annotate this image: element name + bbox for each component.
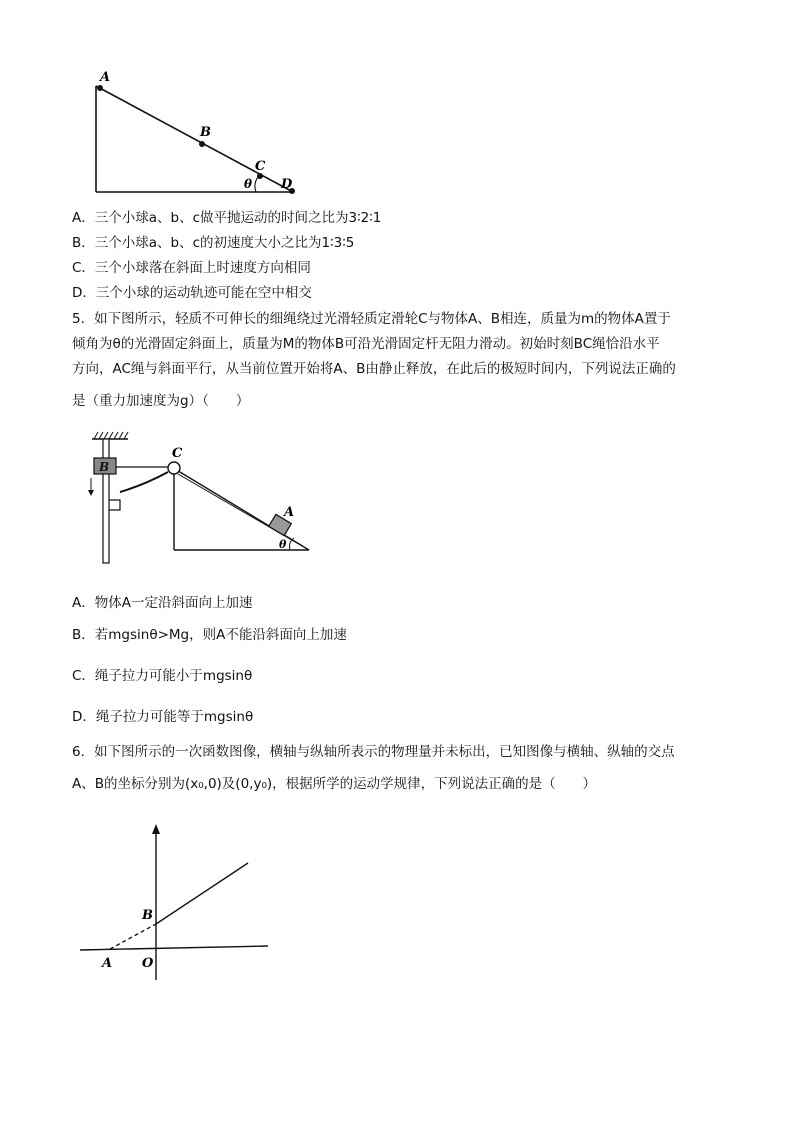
q6-stem-line-2: A、B的坐标分别为(x₀,0)及(0,y₀)，根据所学的运动学规律，下列说法正确的是（ ）	[72, 776, 597, 792]
x-axis	[80, 946, 268, 950]
q4-option-c: C．三个小球落在斜面上时速度方向相同	[72, 260, 311, 276]
q4-option-b: B．三个小球a、b、c的初速度大小之比为1∶3∶5	[72, 235, 355, 251]
function-line	[156, 863, 248, 924]
label-a: A	[284, 505, 295, 520]
label-c: C	[255, 159, 266, 174]
label-a: A	[102, 956, 113, 971]
q5-stem-line-2: 倾角为θ的光滑固定斜面上，质量为M的物体B可沿光滑固定杆无阻力滑动。初始时刻BC绳恰沿水平	[72, 336, 660, 352]
q5-option-d: D．绳子拉力可能等于mgsinθ	[72, 709, 254, 725]
q5-option-b: B．若mgsinθ>Mg，则A不能沿斜面向上加速	[72, 627, 347, 643]
pulley-figure	[84, 430, 324, 565]
point-b	[199, 141, 205, 147]
incline-figure	[88, 64, 308, 200]
label-a: A	[100, 70, 111, 85]
label-theta: θ	[279, 538, 287, 551]
dashed-extension	[110, 924, 156, 949]
q5-option-a: A．物体A一定沿斜面向上加速	[72, 595, 253, 611]
q5-stem-line-1: 5．如下图所示，轻质不可伸长的细绳绕过光滑轻质定滑轮C与物体A、B相连，质量为m的物体A置于	[72, 311, 671, 327]
label-o: O	[142, 956, 154, 971]
q4-option-d: D．三个小球的运动轨迹可能在空中相交	[72, 285, 312, 301]
label-b: B	[142, 908, 153, 923]
q5-stem-line-4: 是（重力加速度为g）（ ）	[72, 393, 250, 409]
point-a	[97, 85, 103, 91]
label-theta: θ	[244, 177, 253, 191]
q5-stem-line-3: 方向，AC绳与斜面平行，从当前位置开始将A、B由静止释放，在此后的极短时间内，下列说法正确的	[72, 361, 676, 377]
linear-graph-figure	[76, 822, 276, 982]
q5-option-c: C．绳子拉力可能小于mgsinθ	[72, 668, 253, 684]
q4-option-a: A．三个小球a、b、c做平抛运动的时间之比为3∶2∶1	[72, 210, 382, 226]
label-d: D	[281, 177, 293, 192]
q6-stem-line-1: 6．如下图所示的一次函数图像，横轴与纵轴所表示的物理量并未标出，已知图像与横轴、纵轴的交点	[72, 744, 675, 760]
label-b: B	[99, 460, 110, 474]
pulley-c	[168, 462, 180, 474]
label-c: C	[172, 446, 183, 461]
label-b: B	[200, 125, 211, 140]
